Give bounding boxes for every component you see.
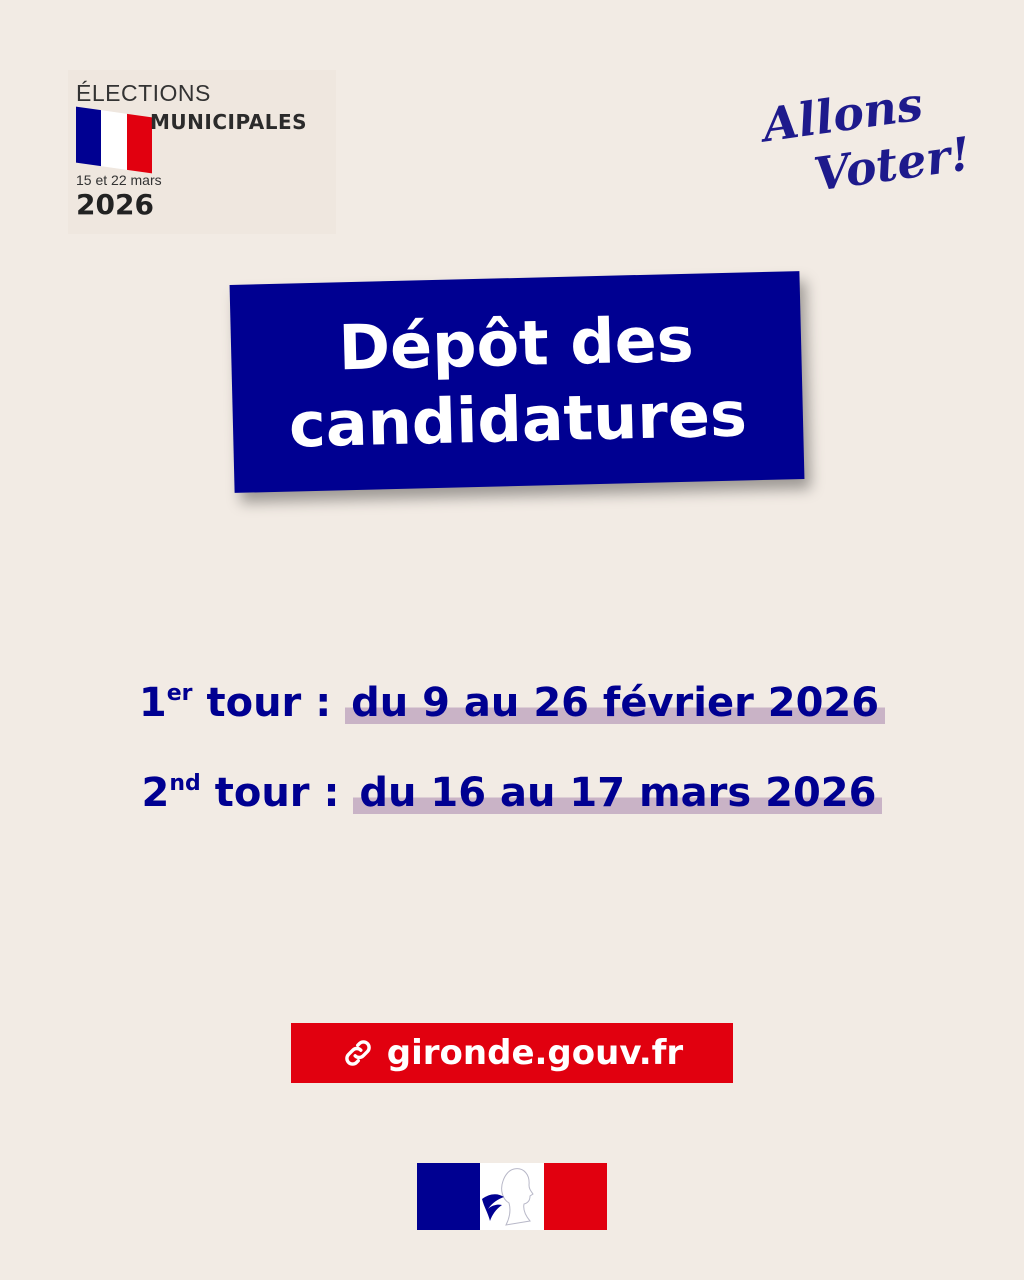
- round-label: tour :: [214, 770, 340, 816]
- round-dates: du 9 au 26 février 2026: [345, 680, 885, 726]
- round-suffix: nd: [169, 771, 201, 796]
- second-round-line: [0, 770, 1024, 816]
- round-dates: du 16 au 17 mars 2026: [353, 770, 882, 816]
- elections-logo: [68, 70, 336, 234]
- website-link[interactable]: [291, 1023, 733, 1083]
- title-line-1: Dépôt des: [337, 302, 695, 385]
- first-round-line: [0, 680, 1024, 726]
- allons-voter-slogan: [759, 71, 974, 236]
- marianne-profile-icon: [480, 1163, 544, 1230]
- republique-francaise-marianne-logo: [417, 1163, 607, 1230]
- link-icon: [341, 1036, 375, 1070]
- slogan-line-1: Allons: [759, 76, 926, 153]
- french-flag-icon: [76, 107, 152, 174]
- round-suffix: er: [166, 681, 193, 706]
- title-line-2: candidatures: [288, 377, 748, 462]
- round-label: tour :: [206, 680, 332, 726]
- round-number: 1: [138, 680, 167, 726]
- website-link-text: gironde.gouv.fr: [386, 1033, 684, 1073]
- title-banner: [230, 271, 805, 493]
- logo-dates-text: 15 et 22 mars: [76, 172, 162, 188]
- logo-municipales-text: MUNICIPALES: [150, 110, 308, 134]
- logo-elections-text: ÉLECTIONS: [76, 80, 211, 106]
- round-number: 2: [141, 770, 170, 816]
- logo-year-text: 2026: [76, 188, 154, 221]
- slogan-line-2: Voter!: [810, 126, 974, 202]
